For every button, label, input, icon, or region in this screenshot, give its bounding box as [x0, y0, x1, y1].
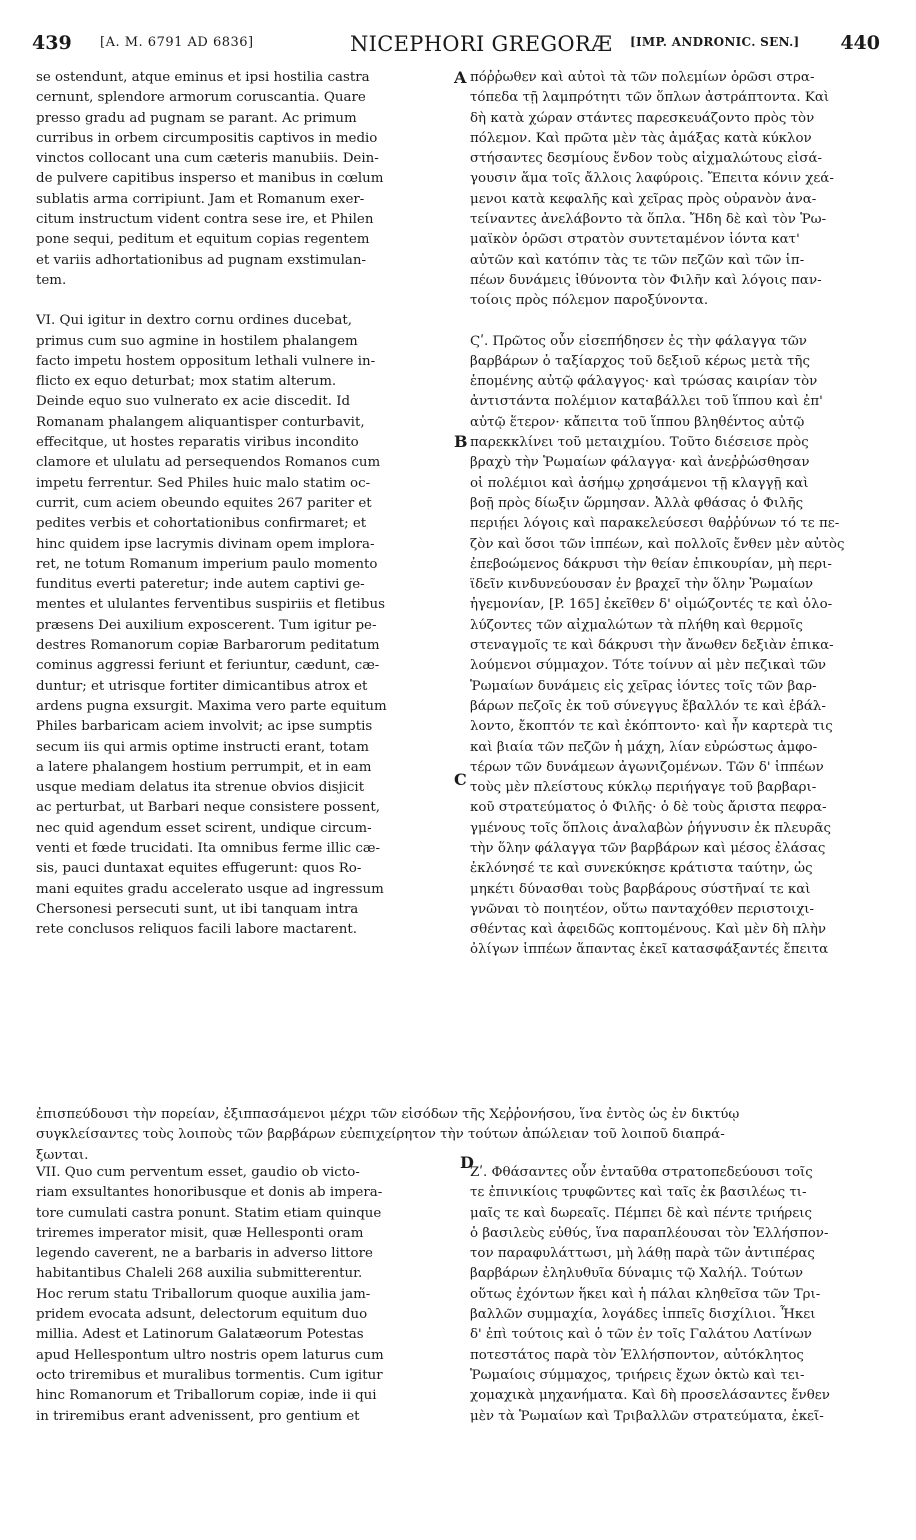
text-line: sis, pauci duntaxat equites effugerunt: quos Ro-	[36, 861, 362, 877]
running-title: NICEPHORI GREGORÆ	[350, 32, 613, 56]
text-line: τοίοις πρὸς πόλεμον παροξύνοντα.	[470, 293, 709, 309]
text-line: curribus in orbem circumpositis captivos in medio	[36, 130, 378, 146]
text-line: αὐτῷ ἕτερον· κἄπειτα τοῦ ἵππου βληθέντος αὐτῷ	[470, 414, 805, 430]
text-line: περιῄει λόγοις καὶ παρακελεύσεσι θαῤῥύνων τό τε πε-	[470, 516, 840, 532]
text-line: δὴ κατὰ χώραν στάντες παρεσκευάζοντο πρὸς τὸν	[470, 110, 815, 126]
page-header	[32, 32, 888, 58]
text-line: primus cum suo agmine in hostilem phalangem	[36, 333, 358, 349]
text-line: λύζοντες τῶν αἰχμαλώτων τὰ πλήθη καὶ θερμοῖς	[470, 617, 803, 633]
text-line: στεναγμοῖς τε καὶ δάκρυσι τὴν ἄνωθεν δεξιὰν ἐπικα-	[470, 638, 834, 654]
paragraph	[470, 68, 890, 312]
latin-column-bottom	[36, 1163, 454, 1427]
text-line: ἡγεμονίαν, [P. 165] ἐκεῖθεν δ' οἰμώζοντές τε καὶ ὀλο-	[470, 597, 833, 613]
greek-column-bottom	[470, 1163, 890, 1427]
text-line: βαρβάρων ἐληλυθυῖα δύναμις τῷ Χαλήλ. Τούτων	[470, 1266, 804, 1282]
text-line: habitantibus Chaleli 268 auxilia submitterentur.	[36, 1266, 363, 1282]
text-line: πόῤῥωθεν καὶ αὐτοὶ τὰ τῶν πολεμίων ὁρῶσι στρα-	[470, 70, 815, 85]
text-line: τοὺς μὲν πλείστους κύκλῳ περιήγαγε τοῦ βαρβαρι-	[470, 780, 817, 796]
text-line: præsens Dei auxilium exposcerent. Tum igitur pe-	[36, 617, 377, 633]
text-line: βοῇ πρὸς δίωξιν ὥρμησαν. Ἀλλὰ φθάσας ὁ Φιλῆς	[470, 495, 804, 511]
text-line: pridem evocata adsunt, delectorum equitum duo	[36, 1307, 368, 1323]
text-line: mani equites gradu accelerato usque ad ingressum	[36, 881, 384, 897]
text-line: octo triremibus et muralibus tormentis. Cum igitur	[36, 1367, 383, 1383]
text-line: hinc Romanorum et Triballorum copiæ, inde ii qui	[36, 1388, 377, 1404]
text-line: cernunt, splendore armorum coruscantia. Quare	[36, 90, 366, 106]
text-line: hinc quidem ipse lacrymis divinam opem implora-	[36, 536, 375, 552]
text-line: σθέντας καὶ ἀφειδῶς κοπτομένους. Καὶ μὲν δὴ πλὴν	[470, 922, 827, 938]
text-line: usque mediam delatus ita strenue obvios disjicit	[36, 780, 365, 796]
text-line: γνῶναι τὸ ποιητέον, οὕτω πανταχόθεν περιστοιχι-	[470, 901, 815, 917]
text-line: βάρων πεζοῖς ἐκ τοῦ σύνεγγυς ἔβαλλόν τε καὶ ἐβάλ-	[470, 698, 826, 714]
running-date-left: [A. M. 6791 AD 6836]	[100, 35, 254, 50]
text-line: οὕτως ἐχόντων ἥκει καὶ ἡ πάλαι κληθεῖσα τῶν Τρι-	[470, 1286, 821, 1302]
margin-marker-c: C	[454, 770, 467, 789]
text-line: τόπεδα τῇ λαμπρότητι τῶν ὅπλων ἀστράπτοντα. Καὶ	[470, 90, 830, 106]
text-line: ac perturbat, ut Barbari neque consistere possent,	[36, 800, 381, 816]
text-line: Chersonesi persecuti sunt, ut ibi tanquam intra	[36, 901, 359, 917]
text-line: βαρβάρων ὁ ταξίαρχος τοῦ δεξιοῦ κέρως μετὰ τῆς	[470, 353, 810, 369]
text-line: ret, ne totum Romanum imperium paulo momento	[36, 556, 378, 572]
text-line: τὴν ὅλην φάλαγγα τῶν βαρβάρων καὶ μέσος ἐλάσας	[470, 840, 826, 856]
text-line: Hoc rerum statu Triballorum quoque auxilia jam-	[36, 1286, 371, 1302]
paragraph-gap	[470, 312, 890, 332]
text-line: μαῖς τε καὶ δωρεαῖς. Πέμπει δὲ καὶ πέντε τριήρεις	[470, 1205, 812, 1221]
text-line: πόλεμον. Καὶ πρῶτα μὲν τὰς ἁμάξας κατὰ κύκλον	[470, 130, 812, 146]
text-line: ζὸν καὶ ὅσοι τῶν ἱππέων, καὶ πολλοῖς ἔνθεν μὲν αὐτὸς	[470, 536, 845, 552]
text-line: Ῥωμαίων δυνάμεις εἰς χεῖρας ἰόντες τοῖς τῶν βαρ-	[470, 678, 817, 694]
text-line: legendo caverent, ne a barbaris in adverso littore	[36, 1246, 373, 1262]
text-line: impetu ferrentur. Sed Philes huic malo statim oc-	[36, 475, 371, 491]
text-line: a latere phalangem hostium perrumpit, et in eam	[36, 759, 372, 775]
text-line: venti et fœde trucidati. Ita omnibus ferme illic cæ-	[36, 840, 381, 856]
text-line: de pulvere capitibus insperso et manibus in cœlum	[36, 171, 384, 187]
text-line: millia. Adest et Latinorum Galatæorum Potestas	[36, 1327, 364, 1343]
text-line: Ῥωμαίοις σύμμαχος, τριήρεις ἔχων ὀκτὼ καὶ τει-	[470, 1367, 805, 1383]
text-line: riam exsultantes honoribusque et donis ab impera-	[36, 1185, 383, 1201]
text-line: apud Hellespontum ultro nostris opem laturus cum	[36, 1347, 384, 1363]
latin-column-top	[36, 68, 454, 940]
page-number-right: 440	[840, 32, 880, 54]
text-line: τέρων τῶν δυνάμεων ἀγωνιζομένων. Τῶν δ' ἱππέων	[470, 759, 824, 775]
text-line: ἑπομένης αὐτῷ φάλαγγος· καὶ τρώσας καιρίαν τὸν	[470, 374, 818, 390]
text-line: ἀντιστάντα πολέμιον καταβάλλει τοῦ ἵππου καὶ ἐπ'	[470, 394, 823, 410]
text-line: ξωνται.	[36, 1147, 89, 1163]
greek-column-top	[470, 68, 890, 961]
text-line: funditus everti pateretur; inde autem captivi ge-	[36, 577, 365, 593]
text-line: γμένους τοῖς ὅπλοις ἀναλαβὼν ῥήγνυσιν ἐκ πλευρᾶς	[470, 820, 832, 836]
text-line: Philes barbaricam aciem involvit; ac ipse sumptis	[36, 719, 373, 735]
running-date-right: [IMP. ANDRONIC. SEN.]	[630, 35, 800, 49]
text-line: συγκλείσαντες τοὺς λοιποὺς τῶν βαρβάρων εὐεπιχείρητον τὴν τούτων ἀπώλειαν τοῦ λοιποῦ διαπρά-	[36, 1127, 725, 1143]
text-line: μὲν τὰ Ῥωμαίων καὶ Τριβαλλῶν στρατεύματα, ἐκεῖ-	[470, 1408, 824, 1424]
text-line: τον παραφυλάττωσι, μὴ λάθῃ παρὰ τῶν ἀντιπέρας	[470, 1246, 815, 1262]
text-line: currit, cum aciem obeundo equites 267 pariter et	[36, 495, 372, 511]
text-line: τε ἐπινικίοις τρυφῶντες καὶ ταῖς ἐκ βασιλέως τι-	[470, 1185, 807, 1201]
text-line: rete conclusos reliquos facili labore mactarent.	[36, 922, 357, 938]
text-line: καὶ βιαία τῶν πεζῶν ἡ μάχη, λίαν εὐρώστως ἀμφο-	[470, 739, 818, 755]
text-line: ardens pugna exsurgit. Maxima vero parte equitum	[36, 698, 387, 714]
text-line: presso gradu ad pugnam se parant. Ac primum	[36, 110, 357, 126]
text-line: destres Romanorum copiæ Barbarorum peditatum	[36, 638, 380, 654]
margin-marker-a: A	[454, 68, 467, 87]
text-line: ἐπισπεύδουσι τὴν πορείαν, ἐξιππασάμενοι μέχρι τῶν εἰσόδων τῆς Χεῤῥονήσου, ἵνα ἐντὸς ὡς ἐν δικτύῳ	[36, 1107, 740, 1122]
text-line: effecitque, ut hostes reparatis viribus incondito	[36, 435, 359, 451]
text-line: triremes imperator misit, quæ Hellesponti oram	[36, 1225, 364, 1241]
text-line: flicto ex equo deturbat; mox statim alterum.	[36, 374, 337, 390]
text-line: pedites verbis et cohortationibus confirmaret; et	[36, 516, 367, 532]
text-line: πέων δυνάμεις ἰθύνοντα τὸν Φιλῆν καὶ λόγοις παν-	[470, 272, 822, 288]
paragraph	[36, 311, 454, 940]
text-line: et variis adhortationibus ad pugnam exstimulan-	[36, 252, 367, 268]
text-line: στήσαντες δεσμίους ἔνδον τοὺς αἰχμαλώτους εἰσά-	[470, 151, 823, 167]
text-line: clamore et ululatu ad persequendos Romanos cum	[36, 455, 381, 471]
text-line: λοντο, ἔκοπτόν τε καὶ ἐκόπτοντο· καὶ ἦν καρτερὰ τις	[470, 719, 833, 735]
text-line: facto impetu hostem oppositum lethali vulnere in-	[36, 353, 376, 369]
text-line: sublatis arma corripiunt. Jam et Romanum exer-	[36, 191, 365, 207]
text-line: δ' ἐπὶ τούτοις καὶ ὁ τῶν ἐν τοῖς Γαλάτου Λατίνων	[470, 1327, 812, 1343]
text-line: παρεκκλίνει τοῦ μεταιχμίου. Τοῦτο διέσεισε πρὸς	[470, 435, 809, 451]
text-line: nec quid agendum esset scirent, undique circum-	[36, 820, 372, 836]
text-line: μηκέτι δύνασθαι τοὺς βαρβάρους σύστῆναί τε καὶ	[470, 881, 811, 897]
text-line: μενοι κατὰ κεφαλῆς καὶ χεῖρας πρὸς οὐρανὸν ἀνα-	[470, 191, 817, 207]
paragraph	[470, 332, 890, 961]
text-line: citum instructum vident contra sese ire, et Philen	[36, 212, 374, 228]
text-line: Romanam phalangem aliquantisper conturbavit,	[36, 414, 365, 430]
margin-marker-d: D	[460, 1153, 474, 1172]
text-line: VI. Qui igitur in dextro cornu ordines ducebat,	[36, 313, 353, 329]
text-line: μαϊκὸν ὁρῶσι στρατὸν συντεταμένον ἰόντα κατ'	[470, 232, 800, 248]
text-line: ϊδεῖν κινδυνεύουσαν ἐν βραχεῖ τὴν ὅλην Ῥωμαίων	[470, 577, 814, 593]
text-line: pone sequi, peditum et equitum copias regentem	[36, 232, 370, 248]
text-line: ἐκλόνησέ τε καὶ συνεκύκησε κράτιστα ταύτην, ὡς	[470, 861, 813, 877]
text-line: vinctos collocant una cum cæteris manubiis. Dein-	[36, 151, 379, 167]
text-line: βαλλῶν συμμαχία, λογάδες ἱππεῖς δισχίλιοι. Ἧκει	[470, 1307, 816, 1323]
text-line: οἱ πολέμιοι καὶ ἀσήμῳ χρησάμενοι τῇ κλαγγῇ καὶ	[470, 475, 809, 491]
text-line: VII. Quo cum perventum esset, gaudio ob victo-	[36, 1165, 360, 1180]
text-line: γουσιν ἅμα τοῖς ἄλλοις λαφύροις. Ἔπειτα κόνιν χεά-	[470, 171, 834, 187]
margin-marker-b: B	[454, 432, 468, 451]
text-line: Ζʹ. Φθάσαντες οὖν ἐνταῦθα στρατοπεδεύουσι τοῖς	[470, 1165, 813, 1180]
text-line: Ϛʹ. Πρῶτος οὖν εἰσεπήδησεν ἐς τὴν φάλαγγα τῶν	[470, 333, 807, 349]
text-line: mentes et ululantes ferventibus suspiriis et fletibus	[36, 597, 385, 613]
paragraph-gap	[36, 291, 454, 311]
text-line: Deinde equo suo vulnerato ex acie discedit. Id	[36, 394, 351, 410]
text-line: tem.	[36, 272, 67, 288]
text-line: se ostendunt, atque eminus et ipsi hostilia castra	[36, 70, 370, 85]
text-line: in triremibus erant advenissent, pro gentium et	[36, 1408, 360, 1424]
paragraph	[36, 68, 454, 291]
text-line: λούμενοι σύμμαχον. Τότε τοίνυν αἱ μὲν πεζικαὶ τῶν	[470, 658, 827, 674]
text-line: ὀλίγων ἱππέων ἅπαντας ἐκεῖ κατασφάξαντές ἔπειτα	[470, 942, 829, 958]
full-width-greek-text	[36, 1105, 890, 1166]
text-line: ποτεστάτος παρὰ τὸν Ἑλλήσποντον, αὐτόκλητος	[470, 1347, 804, 1363]
text-line: secum iis qui armis optime instructi erant, totam	[36, 739, 369, 755]
text-line: τείναντες ἀνελάβοντο τὰ ὅπλα. Ἤδη δὲ καὶ τὸν Ῥω-	[470, 212, 827, 228]
text-line: cominus aggressi feriunt et feriuntur, cædunt, cæ-	[36, 658, 380, 674]
text-line: κοῦ στρατεύματος ὁ Φιλῆς· ὁ δὲ τοὺς ἄριστα πεφρα-	[470, 800, 827, 816]
text-line: ἐπεβοώμενος δάκρυσι τὴν θείαν ἐπικουρίαν, μὴ περι-	[470, 556, 832, 572]
text-line: βραχὺ τὴν Ῥωμαίων φάλαγγα· καὶ ἀνεῤῥώσθησαν	[470, 455, 810, 471]
page-number-left: 439	[32, 32, 72, 54]
text-line: χομαχικὰ μηχανήματα. Καὶ δὴ προσελάσαντες ἔνθεν	[470, 1388, 830, 1404]
text-line: duntur; et utrisque fortiter dimicantibus atrox et	[36, 678, 368, 694]
text-line: tore cumulati castra ponunt. Statim etiam quinque	[36, 1205, 382, 1221]
text-line: ὁ βασιλεὺς εὐθύς, ἵνα παραπλέουσαι τὸν Ἑλλήσπον-	[470, 1225, 829, 1241]
text-line: αὐτῶν καὶ κατόπιν τὰς τε τῶν πεζῶν καὶ τῶν ἱπ-	[470, 252, 805, 268]
